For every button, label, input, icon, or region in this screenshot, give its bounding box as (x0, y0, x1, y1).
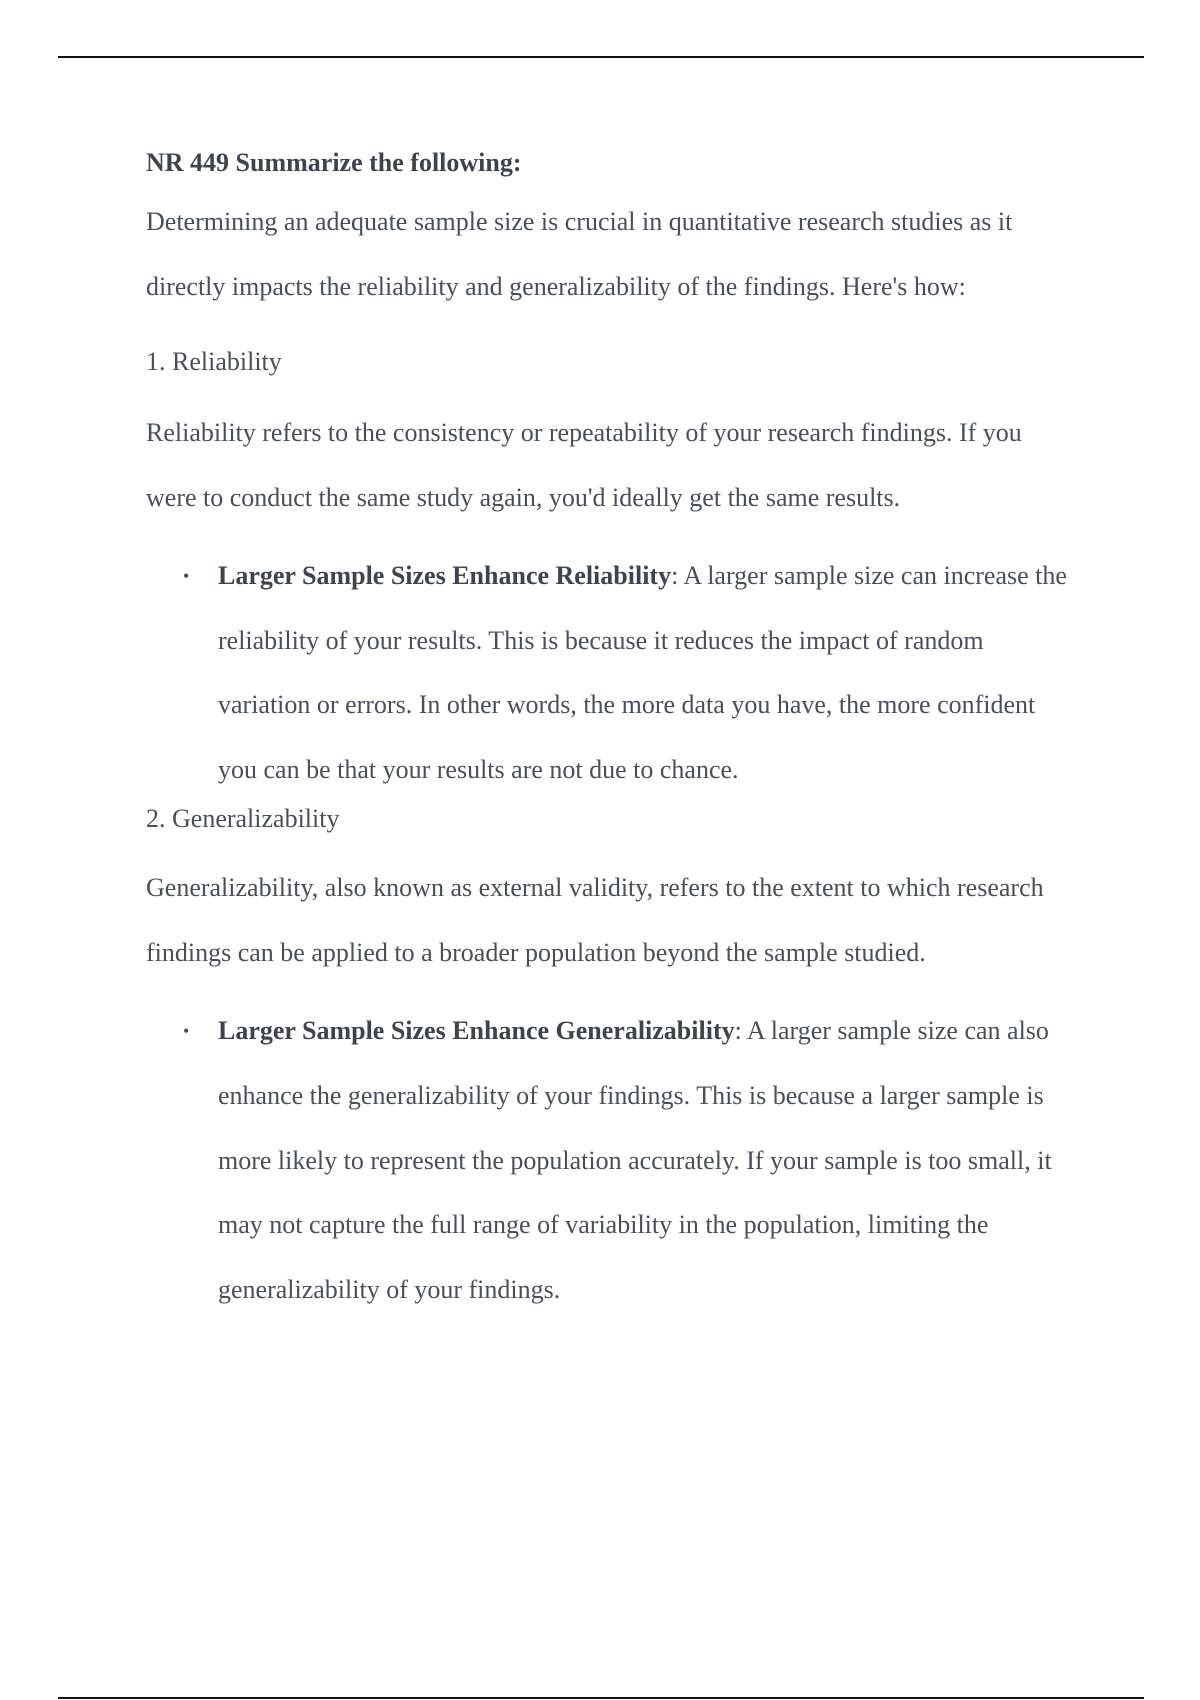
bullet-icon: • (183, 1021, 190, 1042)
bullet-list-generalizability (146, 999, 1076, 1322)
bottom-rule (58, 1697, 1144, 1699)
list-item (146, 544, 1076, 802)
bullet-text: : A larger sample size can increase the reliability of your results. This is because it reduces the impact of random variation or errors. In other words, the more data you have, the more confident you can be that your results are not due to chance. (218, 561, 1067, 784)
bullet-term: Larger Sample Sizes Enhance Generalizability (218, 1016, 735, 1046)
bullet-list-reliability (146, 544, 1076, 802)
document-title: NR 449 Summarize the following: (146, 148, 522, 177)
intro-paragraph: Determining an adequate sample size is crucial in quantitative research studies as it directly impacts the reliability and generalizability of the findings. Here's how: (146, 207, 1013, 301)
section-paragraph-generalizability: Generalizability, also known as external validity, refers to the extent to which research findings can be applied to a broader population beyond the sample studied. (146, 873, 1044, 967)
top-rule (58, 56, 1144, 58)
section-heading-reliability: 1. Reliability (146, 347, 282, 376)
document-body (146, 140, 1076, 1322)
section-paragraph-reliability: Reliability refers to the consistency or repeatability of your research findings. If you were to conduct the same study again, you'd ideally get the same results. (146, 418, 1022, 512)
bullet-term: Larger Sample Sizes Enhance Reliability (218, 561, 672, 590)
bullet-text: : A larger sample size can also enhance the generalizability of your findings. This is because a larger sample is more likely to represent the population accurately. If your sample is too small, it may not capture the full range of variability in the population, limiting the generalizability of your findings. (218, 1016, 1052, 1304)
list-item (146, 999, 1076, 1322)
bullet-icon: • (183, 566, 190, 586)
section-heading-generalizability: 2. Generalizability (146, 804, 340, 834)
